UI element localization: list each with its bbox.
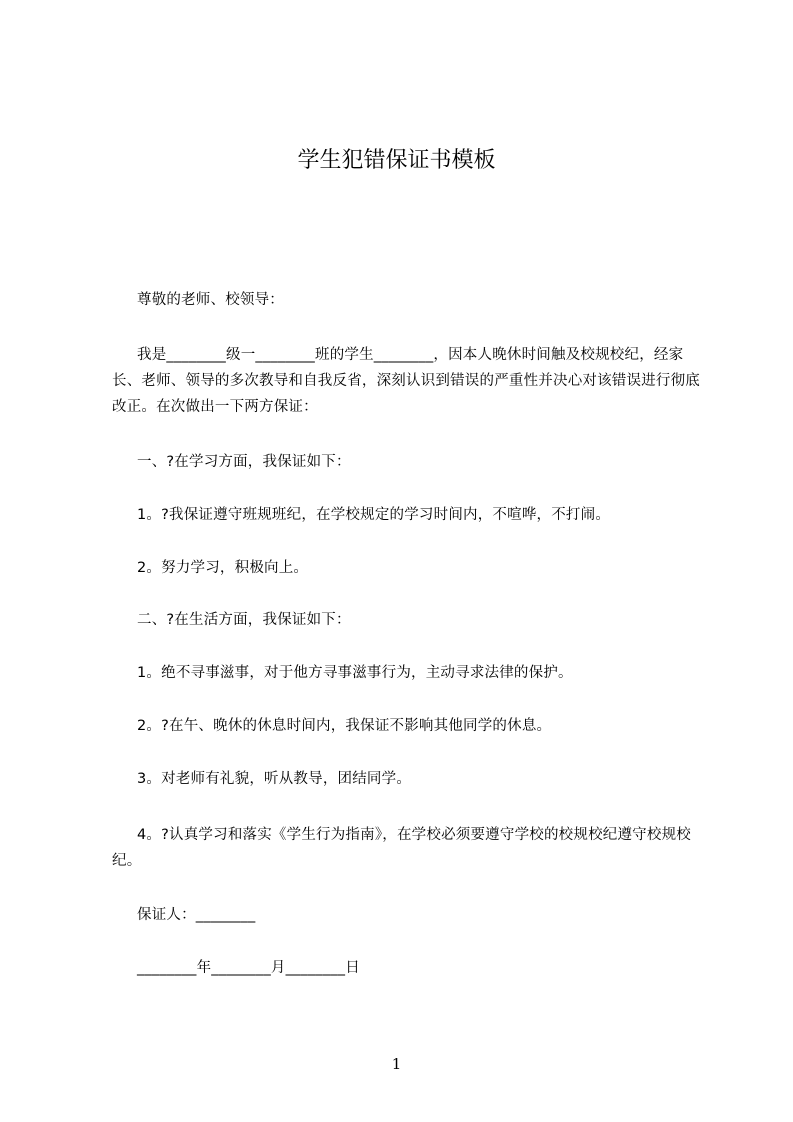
list-item: 1。?我保证遵守班规班纪，在学校规定的学习时间内，不喧哗，不打闹。 (137, 507, 611, 523)
list-item: 2。?在午、晚休的休息时间内，我保证不影响其他同学的休息。 (137, 718, 552, 734)
section-heading-life: 二、?在生活方面，我保证如下： (137, 612, 351, 628)
section-heading-study: 一、?在学习方面，我保证如下： (137, 454, 351, 470)
list-item: 4。?认真学习和落实《学生行为指南》，在学校必须要遵守学校的校规校纪遵守校规校纪。 (112, 827, 691, 869)
guarantor-line: 保证人：________ (137, 907, 256, 923)
date-line: ________年________月________日 (137, 960, 360, 976)
intro-paragraph: 我是________级一________班的学生________，因本人晚休时间触及校规校纪，经家长、老师、领导的多次教导和自我反省，深刻认识到错误的严重性并决心对该错误进行彻底改正。在次做出一下两方保证： (112, 347, 700, 415)
page-number: 1 (391, 1055, 402, 1073)
list-item: 1。绝不寻事滋事，对于他方寻事滋事行为，主动寻求法律的保护。 (137, 665, 573, 681)
list-item: 3。对老师有礼貌，听从教导，团结同学。 (137, 771, 412, 787)
list-item: 2。努力学习，积极向上。 (137, 560, 309, 576)
document-title: 学生犯错保证书模板 (297, 148, 496, 173)
salutation: 尊敬的老师、校领导： (137, 292, 284, 308)
